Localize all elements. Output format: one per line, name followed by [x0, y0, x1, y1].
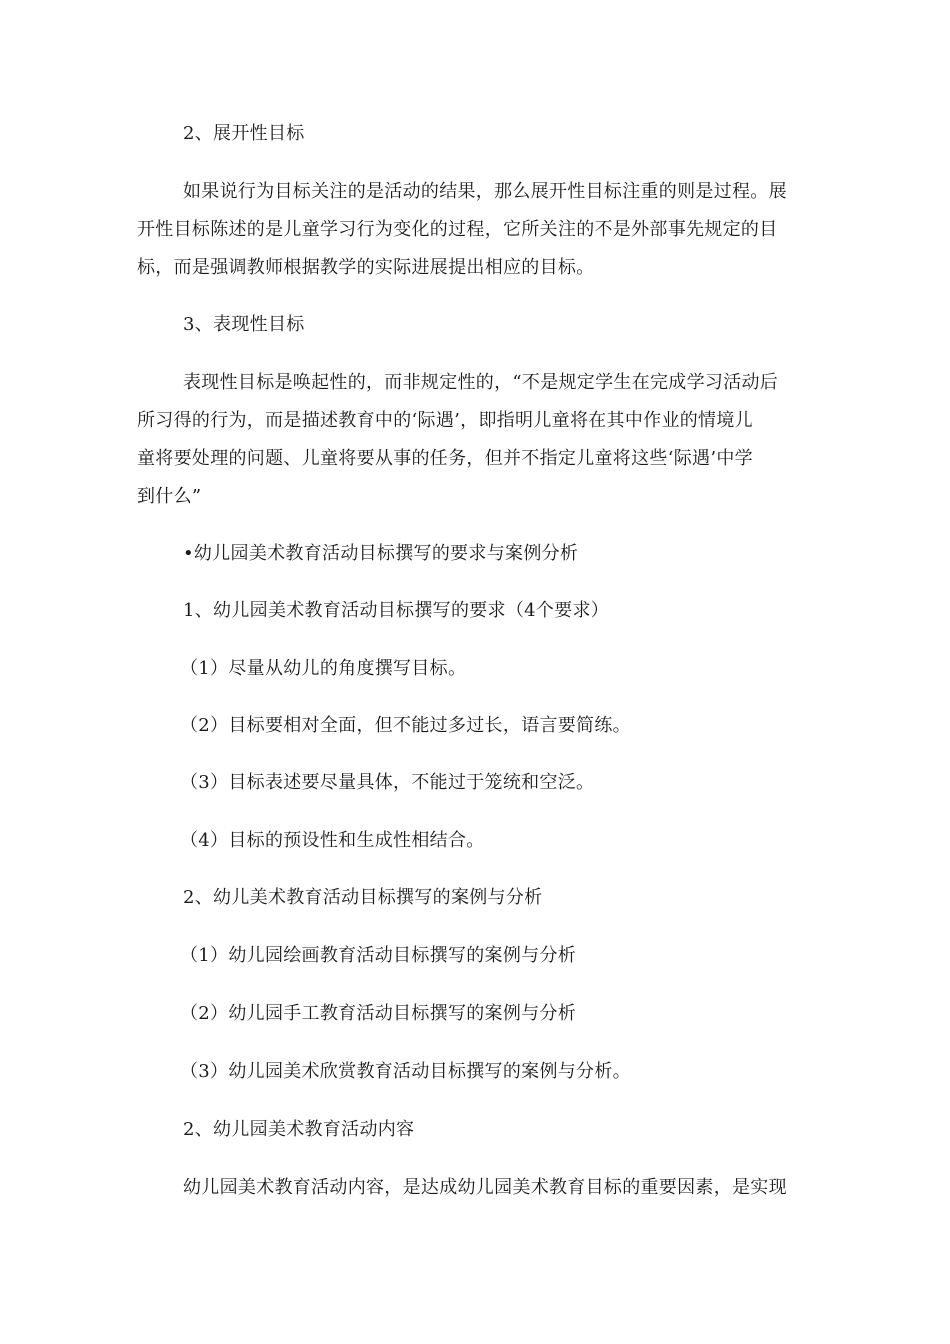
list-item: （3）目标表述要尽量具体，不能过于笼统和空泛。 — [180, 772, 595, 793]
list-item: （4）目标的预设性和生成性相结合。 — [180, 830, 485, 851]
bullet-heading: •幼儿园美术教育活动目标撰写的要求与案例分析 — [183, 543, 579, 564]
list-item: （2）目标要相对全面，但不能过多过长，语言要简练。 — [180, 715, 631, 736]
paragraph-line: 开性目标陈述的是儿童学习行为变化的过程，它所关注的不是外部事先规定的目 — [137, 219, 778, 240]
paragraph-line: 童将要处理的问题、儿童将要从事的任务，但并不指定儿童将这些‘际遇’中学 — [137, 448, 753, 469]
section-heading-expressive-goal: 3、表现性目标 — [183, 314, 305, 335]
section-heading-expansive-goal: 2、展开性目标 — [183, 123, 305, 144]
paragraph-line: 如果说行为目标关注的是活动的结果，那么展开性目标注重的则是过程。展 — [183, 181, 787, 202]
list-item: （1）尽量从幼儿的角度撰写目标。 — [180, 658, 467, 679]
requirements-heading: 1、幼儿园美术教育活动目标撰写的要求（4个要求） — [183, 600, 610, 621]
list-item: （2）幼儿园手工教育活动目标撰写的案例与分析 — [180, 1003, 577, 1024]
paragraph-line: 到什么” — [137, 486, 202, 507]
list-item: （1）幼儿园绘画教育活动目标撰写的案例与分析 — [180, 945, 577, 966]
paragraph-line: 标，而是强调教师根据教学的实际进展提出相应的目标。 — [137, 257, 595, 278]
list-item: （3）幼儿园美术欣赏教育活动目标撰写的案例与分析。 — [180, 1061, 631, 1082]
paragraph-line: 所习得的行为，而是描述教育中的‘际遇’，即指明儿童将在其中作业的情境儿 — [137, 410, 753, 431]
case-heading: 2、幼儿美术教育活动目标撰写的案例与分析 — [183, 887, 543, 908]
paragraph-content: 幼儿园美术教育活动内容，是达成幼儿园美术教育目标的重要因素，是实现 — [183, 1177, 787, 1198]
content-heading: 2、幼儿园美术教育活动内容 — [183, 1119, 415, 1140]
paragraph-line: 表现性目标是唤起性的，而非规定性的，“不是规定学生在完成学习活动后 — [183, 372, 779, 393]
